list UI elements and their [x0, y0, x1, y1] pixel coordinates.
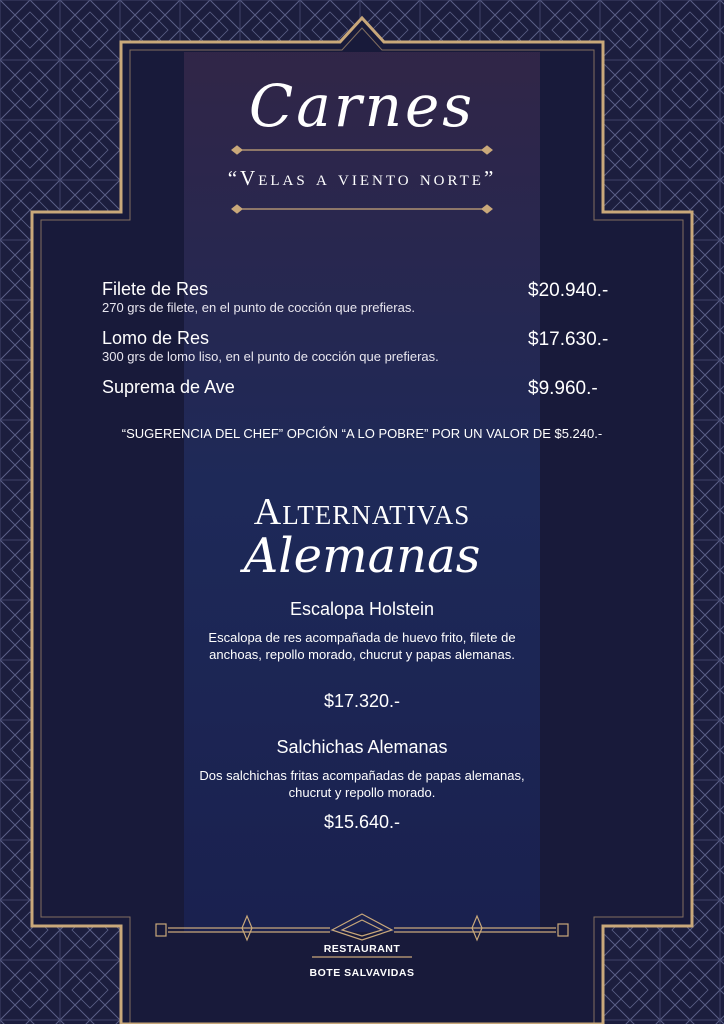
footer-restaurant-name: BOTE SALVAVIDAS — [309, 967, 415, 979]
item-price: $9.960.- — [528, 378, 598, 399]
page-title: Carnes — [248, 72, 476, 140]
chef-suggestion-note: “SUGERENCIA DEL CHEF” OPCIÓN “A LO POBRE” POR UN VALOR DE $5.240.- — [121, 426, 603, 441]
dish-name: Salchichas Alemanas — [276, 737, 448, 757]
item-description: 270 grs de filete, en el punto de cocción que prefieras. — [102, 300, 415, 315]
dish-name: Escalopa Holstein — [289, 599, 435, 619]
page-subtitle: “Velas a viento norte” — [227, 166, 497, 190]
item-name: Suprema de Ave — [102, 377, 235, 397]
item-name: Lomo de Res — [102, 328, 210, 348]
alternatives-heading: Alternativas — [253, 491, 471, 533]
item-price: $20.940.- — [528, 280, 609, 301]
dish-price: $17.320.- — [323, 691, 401, 711]
dish-description: Dos salchichas fritas acompañadas de papas alemanas, chucrut y repollo morado. — [199, 768, 525, 800]
item-price: $17.630.- — [528, 329, 609, 350]
dish-price: $15.640.- — [323, 812, 401, 832]
item-name: Filete de Res — [102, 279, 209, 299]
footer-restaurant-label: RESTAURANT — [323, 943, 401, 955]
dish-description: Escalopa de res acompañada de huevo frito, filete de anchoas, repollo morado, chucrut y papas alemanas. — [208, 630, 516, 662]
alternatives-heading-script: Alemanas — [243, 528, 481, 584]
item-description: 300 grs de lomo liso, en el punto de cocción que prefieras. — [102, 349, 439, 364]
